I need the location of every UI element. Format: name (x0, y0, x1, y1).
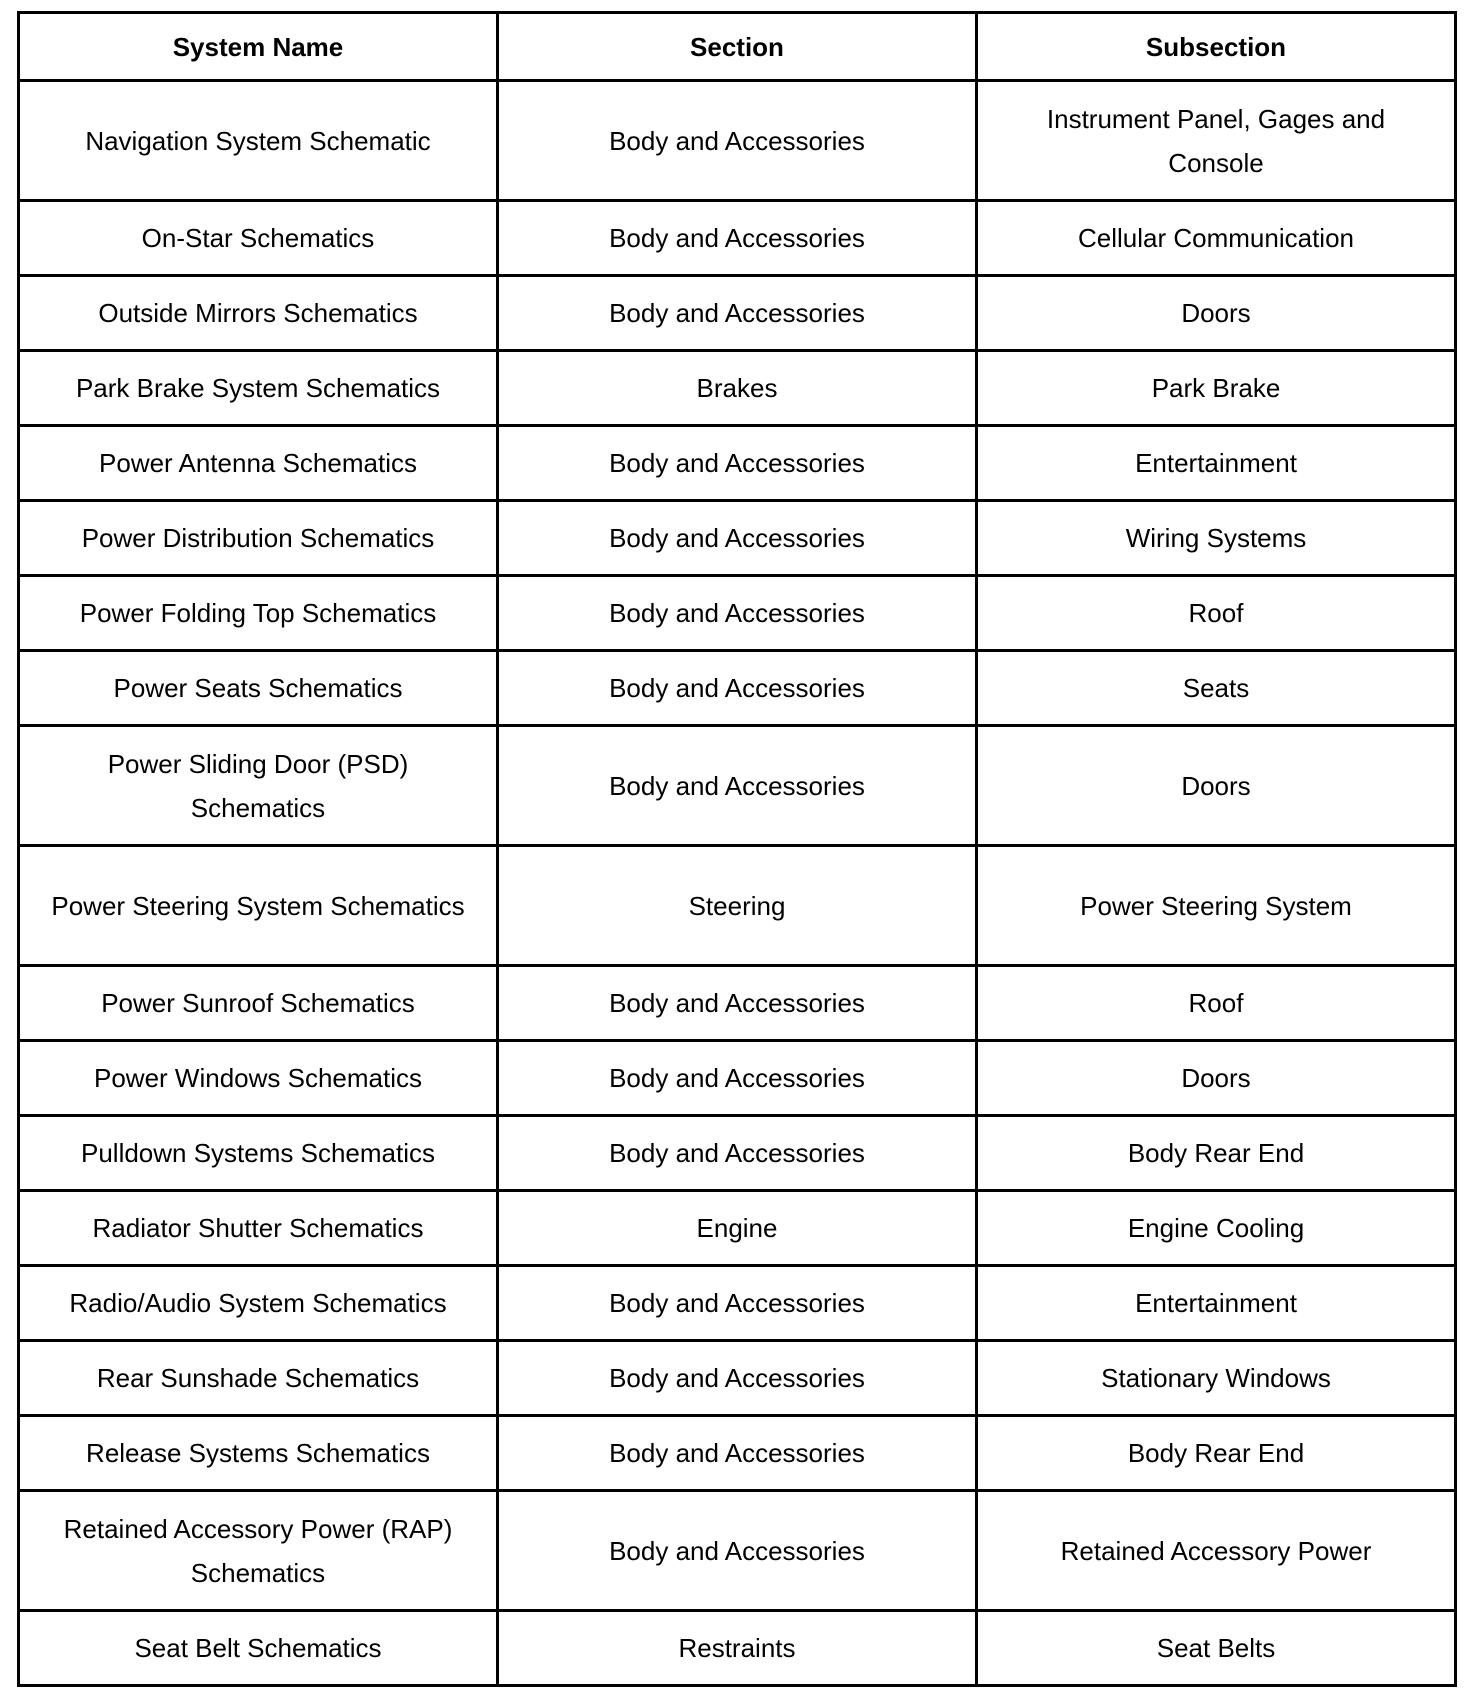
section-cell: Body and Accessories (498, 81, 977, 201)
table-row (19, 966, 1456, 1041)
header-section: Section (498, 13, 977, 81)
section-cell: Restraints (498, 1611, 977, 1686)
section-cell: Brakes (498, 351, 977, 426)
subsection-cell: Body Rear End (977, 1116, 1456, 1191)
system-name-cell: Navigation System Schematic (19, 81, 498, 201)
subsection-cell: Stationary Windows (977, 1341, 1456, 1416)
subsection-cell: Doors (977, 1041, 1456, 1116)
table-row (19, 276, 1456, 351)
subsection-cell: Instrument Panel, Gages and Console (977, 81, 1456, 201)
subsection-cell: Park Brake (977, 351, 1456, 426)
table-row (19, 426, 1456, 501)
subsection-cell: Doors (977, 726, 1456, 846)
schematics-table (17, 11, 1457, 1687)
subsection-cell: Body Rear End (977, 1416, 1456, 1491)
table-row (19, 351, 1456, 426)
section-cell: Body and Accessories (498, 276, 977, 351)
system-name-cell: Power Seats Schematics (19, 651, 498, 726)
section-cell: Steering (498, 846, 977, 966)
section-cell: Body and Accessories (498, 1266, 977, 1341)
table-row (19, 1416, 1456, 1491)
header-system-name: System Name (19, 13, 498, 81)
section-cell: Body and Accessories (498, 1491, 977, 1611)
section-cell: Body and Accessories (498, 201, 977, 276)
table-row (19, 1491, 1456, 1611)
section-cell: Body and Accessories (498, 576, 977, 651)
subsection-cell: Seats (977, 651, 1456, 726)
section-cell: Body and Accessories (498, 651, 977, 726)
table-row (19, 846, 1456, 966)
system-name-cell: Power Sliding Door (PSD) Schematics (19, 726, 498, 846)
system-name-cell: Pulldown Systems Schematics (19, 1116, 498, 1191)
system-name-cell: On-Star Schematics (19, 201, 498, 276)
system-name-cell: Power Antenna Schematics (19, 426, 498, 501)
section-cell: Body and Accessories (498, 1341, 977, 1416)
system-name-cell: Radiator Shutter Schematics (19, 1191, 498, 1266)
table-row (19, 726, 1456, 846)
subsection-cell: Wiring Systems (977, 501, 1456, 576)
section-cell: Engine (498, 1191, 977, 1266)
system-name-cell: Power Sunroof Schematics (19, 966, 498, 1041)
table-row (19, 1116, 1456, 1191)
subsection-cell: Cellular Communication (977, 201, 1456, 276)
header-subsection: Subsection (977, 13, 1456, 81)
table-row (19, 1041, 1456, 1116)
table-row (19, 81, 1456, 201)
system-name-cell: Retained Accessory Power (RAP) Schematics (19, 1491, 498, 1611)
table-row (19, 651, 1456, 726)
system-name-cell: Power Steering System Schematics (19, 846, 498, 966)
table-header-row (19, 13, 1456, 81)
system-name-cell: Rear Sunshade Schematics (19, 1341, 498, 1416)
table-row (19, 1611, 1456, 1686)
table-row (19, 201, 1456, 276)
system-name-cell: Outside Mirrors Schematics (19, 276, 498, 351)
subsection-cell: Entertainment (977, 426, 1456, 501)
system-name-cell: Power Distribution Schematics (19, 501, 498, 576)
table-row (19, 1341, 1456, 1416)
system-name-cell: Park Brake System Schematics (19, 351, 498, 426)
subsection-cell: Retained Accessory Power (977, 1491, 1456, 1611)
table-row (19, 1266, 1456, 1341)
subsection-cell: Seat Belts (977, 1611, 1456, 1686)
subsection-cell: Engine Cooling (977, 1191, 1456, 1266)
table-row (19, 501, 1456, 576)
subsection-cell: Power Steering System (977, 846, 1456, 966)
system-name-cell: Radio/Audio System Schematics (19, 1266, 498, 1341)
system-name-cell: Power Folding Top Schematics (19, 576, 498, 651)
system-name-cell: Seat Belt Schematics (19, 1611, 498, 1686)
subsection-cell: Roof (977, 576, 1456, 651)
table-row (19, 1191, 1456, 1266)
system-name-cell: Release Systems Schematics (19, 1416, 498, 1491)
section-cell: Body and Accessories (498, 1116, 977, 1191)
subsection-cell: Doors (977, 276, 1456, 351)
section-cell: Body and Accessories (498, 501, 977, 576)
table-row (19, 576, 1456, 651)
section-cell: Body and Accessories (498, 726, 977, 846)
section-cell: Body and Accessories (498, 1041, 977, 1116)
section-cell: Body and Accessories (498, 966, 977, 1041)
subsection-cell: Roof (977, 966, 1456, 1041)
system-name-cell: Power Windows Schematics (19, 1041, 498, 1116)
section-cell: Body and Accessories (498, 1416, 977, 1491)
subsection-cell: Entertainment (977, 1266, 1456, 1341)
section-cell: Body and Accessories (498, 426, 977, 501)
